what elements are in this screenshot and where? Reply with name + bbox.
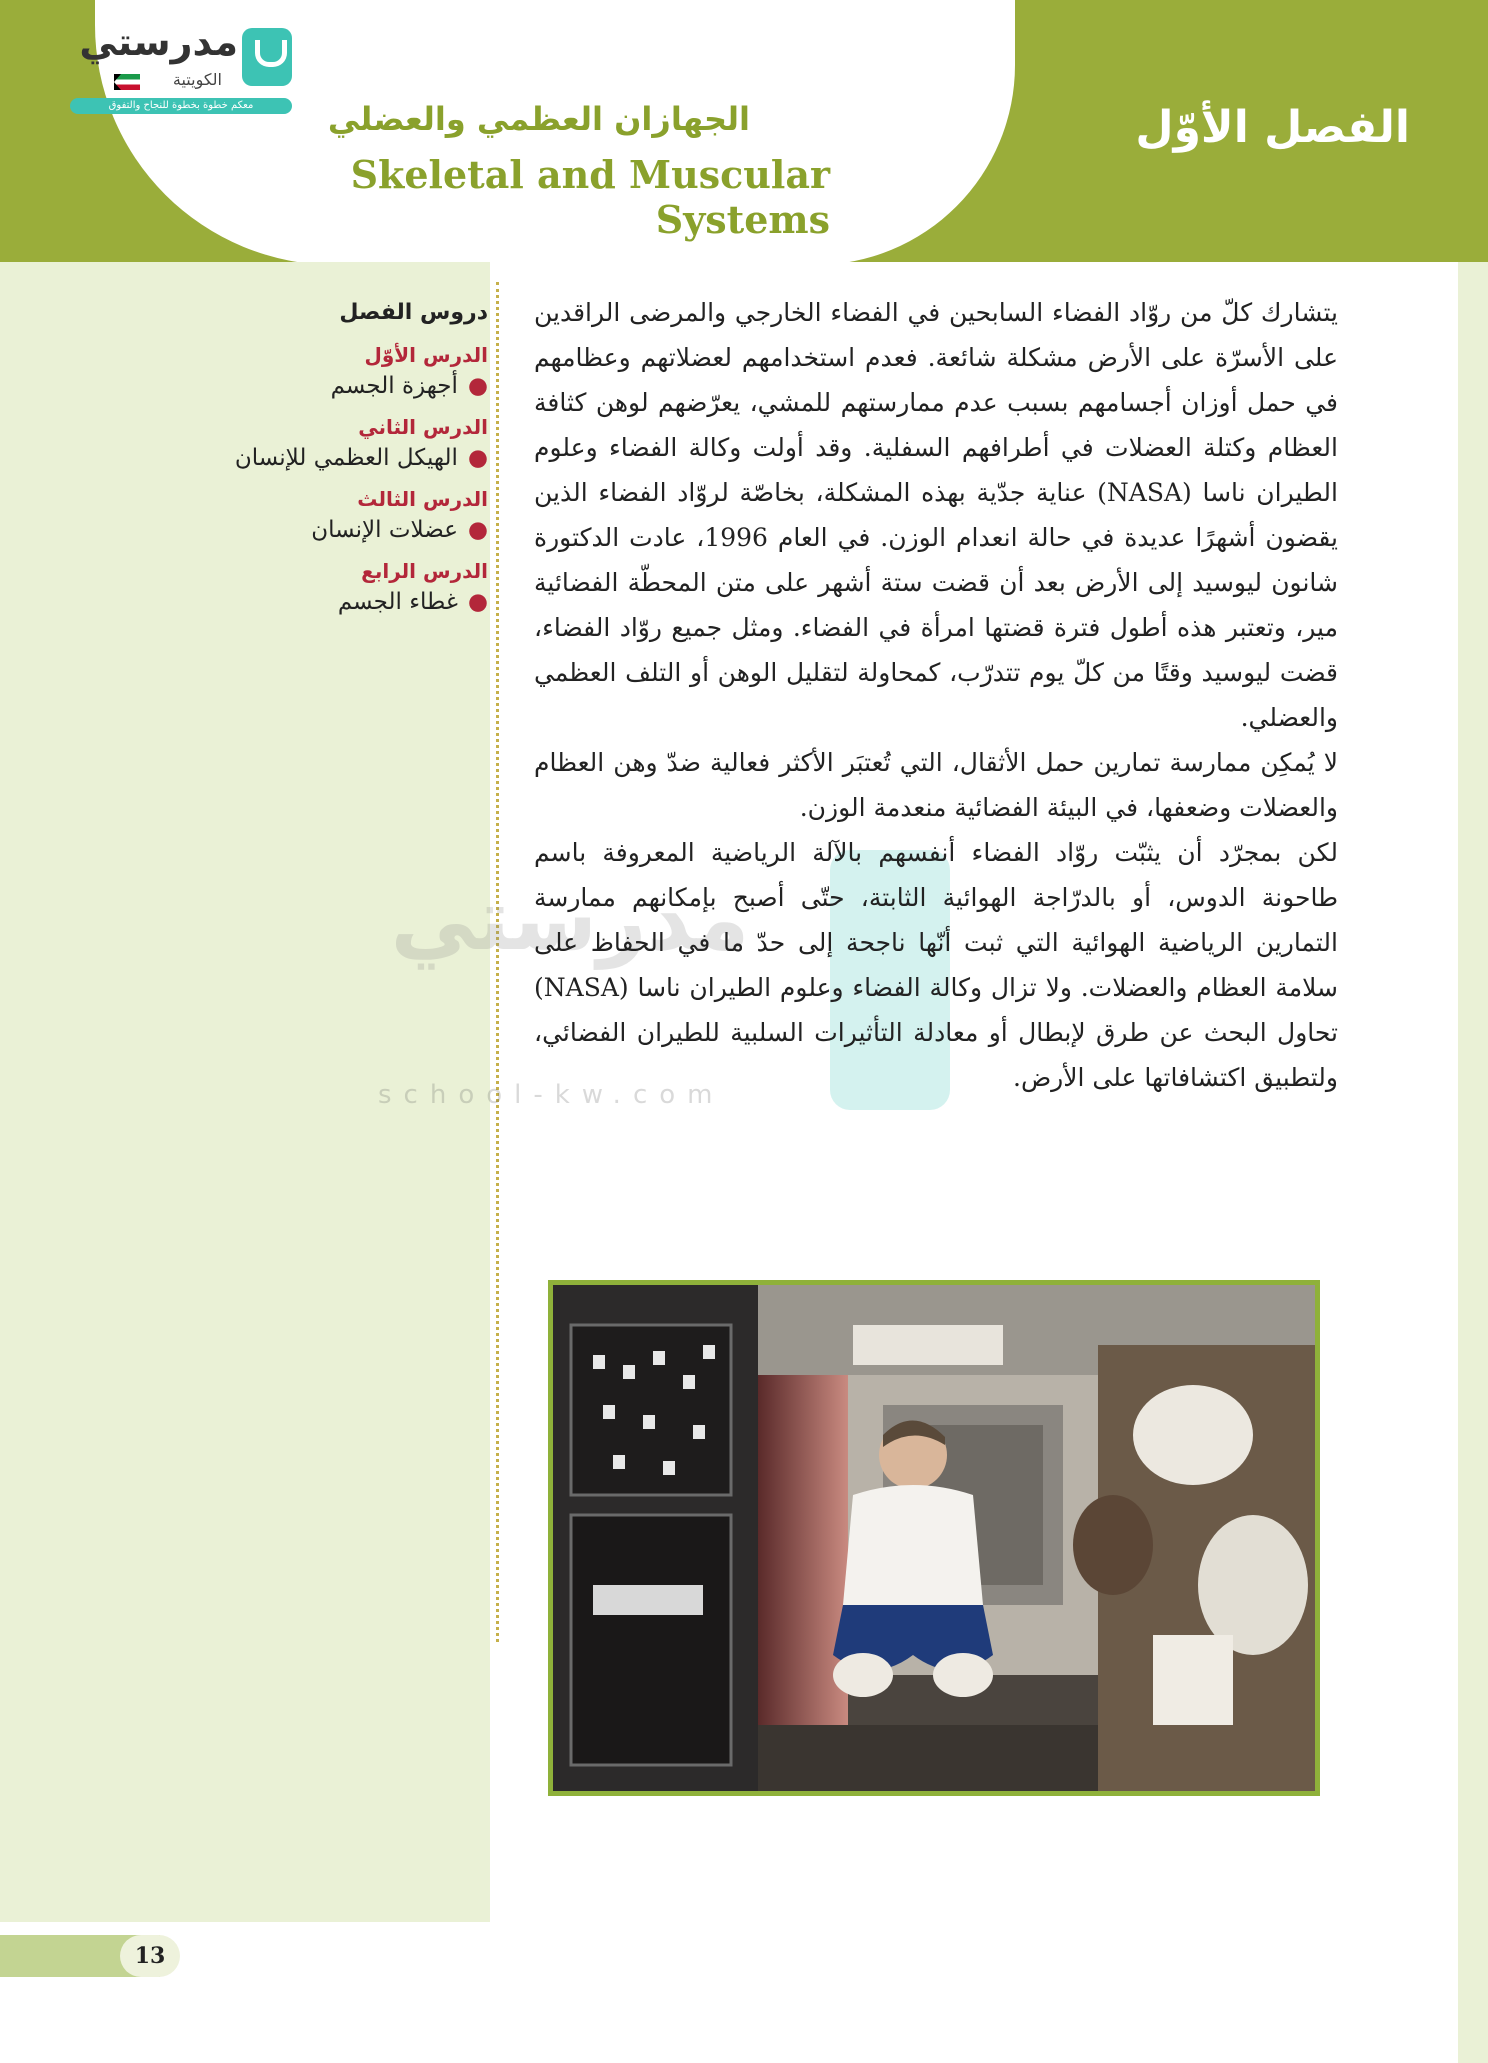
- logo-subtitle: الكويتية: [172, 70, 222, 89]
- lesson-4-label: الدرس الرابع: [361, 559, 488, 583]
- lesson-3-topic: [200, 517, 488, 543]
- lesson-4-topic: [200, 589, 488, 615]
- lesson-3-label: الدرس الثالث: [357, 487, 488, 511]
- lesson-2-label: الدرس الثاني: [358, 415, 488, 439]
- chapter-title-english: Skeletal and Muscular Systems: [350, 152, 830, 242]
- astronaut-photo: [548, 1280, 1320, 1796]
- article-paragraph: لا يُمكِن ممارسة تمارين حمل الأثقال، التي تُعتبَر الأكثر فعالية ضدّ وهن العظام والعضلات وضعفها، في البيئة الفضائية منعدمة الوزن.: [534, 748, 1338, 822]
- bullet-icon: ●: [467, 445, 488, 471]
- bullet-icon: ●: [467, 589, 488, 615]
- lesson-2-topic: [200, 445, 488, 471]
- bullet-icon: ●: [467, 373, 488, 399]
- logo-mark-icon: [242, 28, 292, 86]
- lesson-2-topic-text: الهيكل العظمي للإنسان: [234, 445, 458, 471]
- lesson-1-topic-text: أجهزة الجسم: [330, 373, 458, 399]
- lessons-heading: دروس الفصل: [339, 300, 488, 325]
- lesson-1-topic: [200, 373, 488, 399]
- logo-slogan: معكم خطوة بخطوة للنجاح والتفوق: [70, 98, 292, 114]
- bullet-icon: ●: [467, 517, 488, 543]
- space-station-illustration: [553, 1285, 1315, 1791]
- chapter-title-arabic: الجهازان العظمي والعضلي: [327, 100, 750, 138]
- chapter-header: [0, 0, 1488, 262]
- article-paragraph: يتشارك كلّ من روّاد الفضاء السابحين في الفضاء الخارجي والمرضى الراقدين على الأسرّة على الأرض مشكلة شائعة. فعدم استخدامهم لعضلاتهم وعظامهم في حمل أوزان أجسامهم بسبب عدم ممارستهم للمشي، يعرّضهم لوهن كثافة العظام وكتلة العضلات في أطرافهم السفلية. وقد أولت وكالة الفضاء وعلوم الطيران ناسا (NASA) عناية جدّية بهذه المشكلة، بخاصّة لروّاد الفضاء الذين يقضون أشهرًا عديدة في حالة انعدام الوزن. في العام 1996، عادت الدكتورة شانون ليوسيد إلى الأرض بعد أن قضت ستة أشهر على متن المحطّة الفضائية مير، وتعتبر هذه أطول فترة قضتها امرأة في الفضاء. ومثل جميع روّاد الفضاء، قضت ليوسيد وقتًا من كلّ يوم تتدرّب، كمحاولة لتقليل الوهن أو التلف العظمي والعضلي.: [534, 298, 1338, 732]
- sidebar-divider: [496, 282, 499, 1642]
- kuwait-flag-icon: [114, 74, 140, 90]
- watermark-text: مدرستي: [390, 870, 750, 970]
- watermark-url: school-kw.com: [378, 1080, 725, 1110]
- article-body: [534, 290, 1338, 1100]
- logo-name: مدرستي: [79, 20, 238, 64]
- lesson-3-topic-text: عضلات الإنسان: [311, 517, 458, 543]
- chapter-label: الفصل الأوّل: [1135, 102, 1410, 153]
- page-number: 13: [120, 1935, 180, 1977]
- site-logo: [70, 20, 300, 120]
- lesson-4-topic-text: غطاء الجسم: [337, 589, 458, 615]
- page-edge-strip: [1458, 262, 1488, 2063]
- lessons-list: [200, 300, 488, 631]
- lesson-1-label: الدرس الأوّل: [364, 343, 488, 367]
- article-paragraph: لكن بمجرّد أن يثبّت روّاد الفضاء أنفسهم بالآلة الرياضية المعروفة باسم طاحونة الدوس، أو بالدرّاجة الهوائية الثابتة، حتّى أصبح بإمكانهم ممارسة التمارين الرياضية الهوائية التي ثبت أنّها ناجحة إلى حدّ ما في الحفاظ على سلامة العظام والعضلات. ولا تزال وكالة الفضاء وعلوم الطيران ناسا (NASA) تحاول البحث عن طرق لإبطال أو معادلة التأثيرات السلبية للطيران الفضائي، ولتطبيق اكتشافاتها على الأرض.: [534, 838, 1338, 1092]
